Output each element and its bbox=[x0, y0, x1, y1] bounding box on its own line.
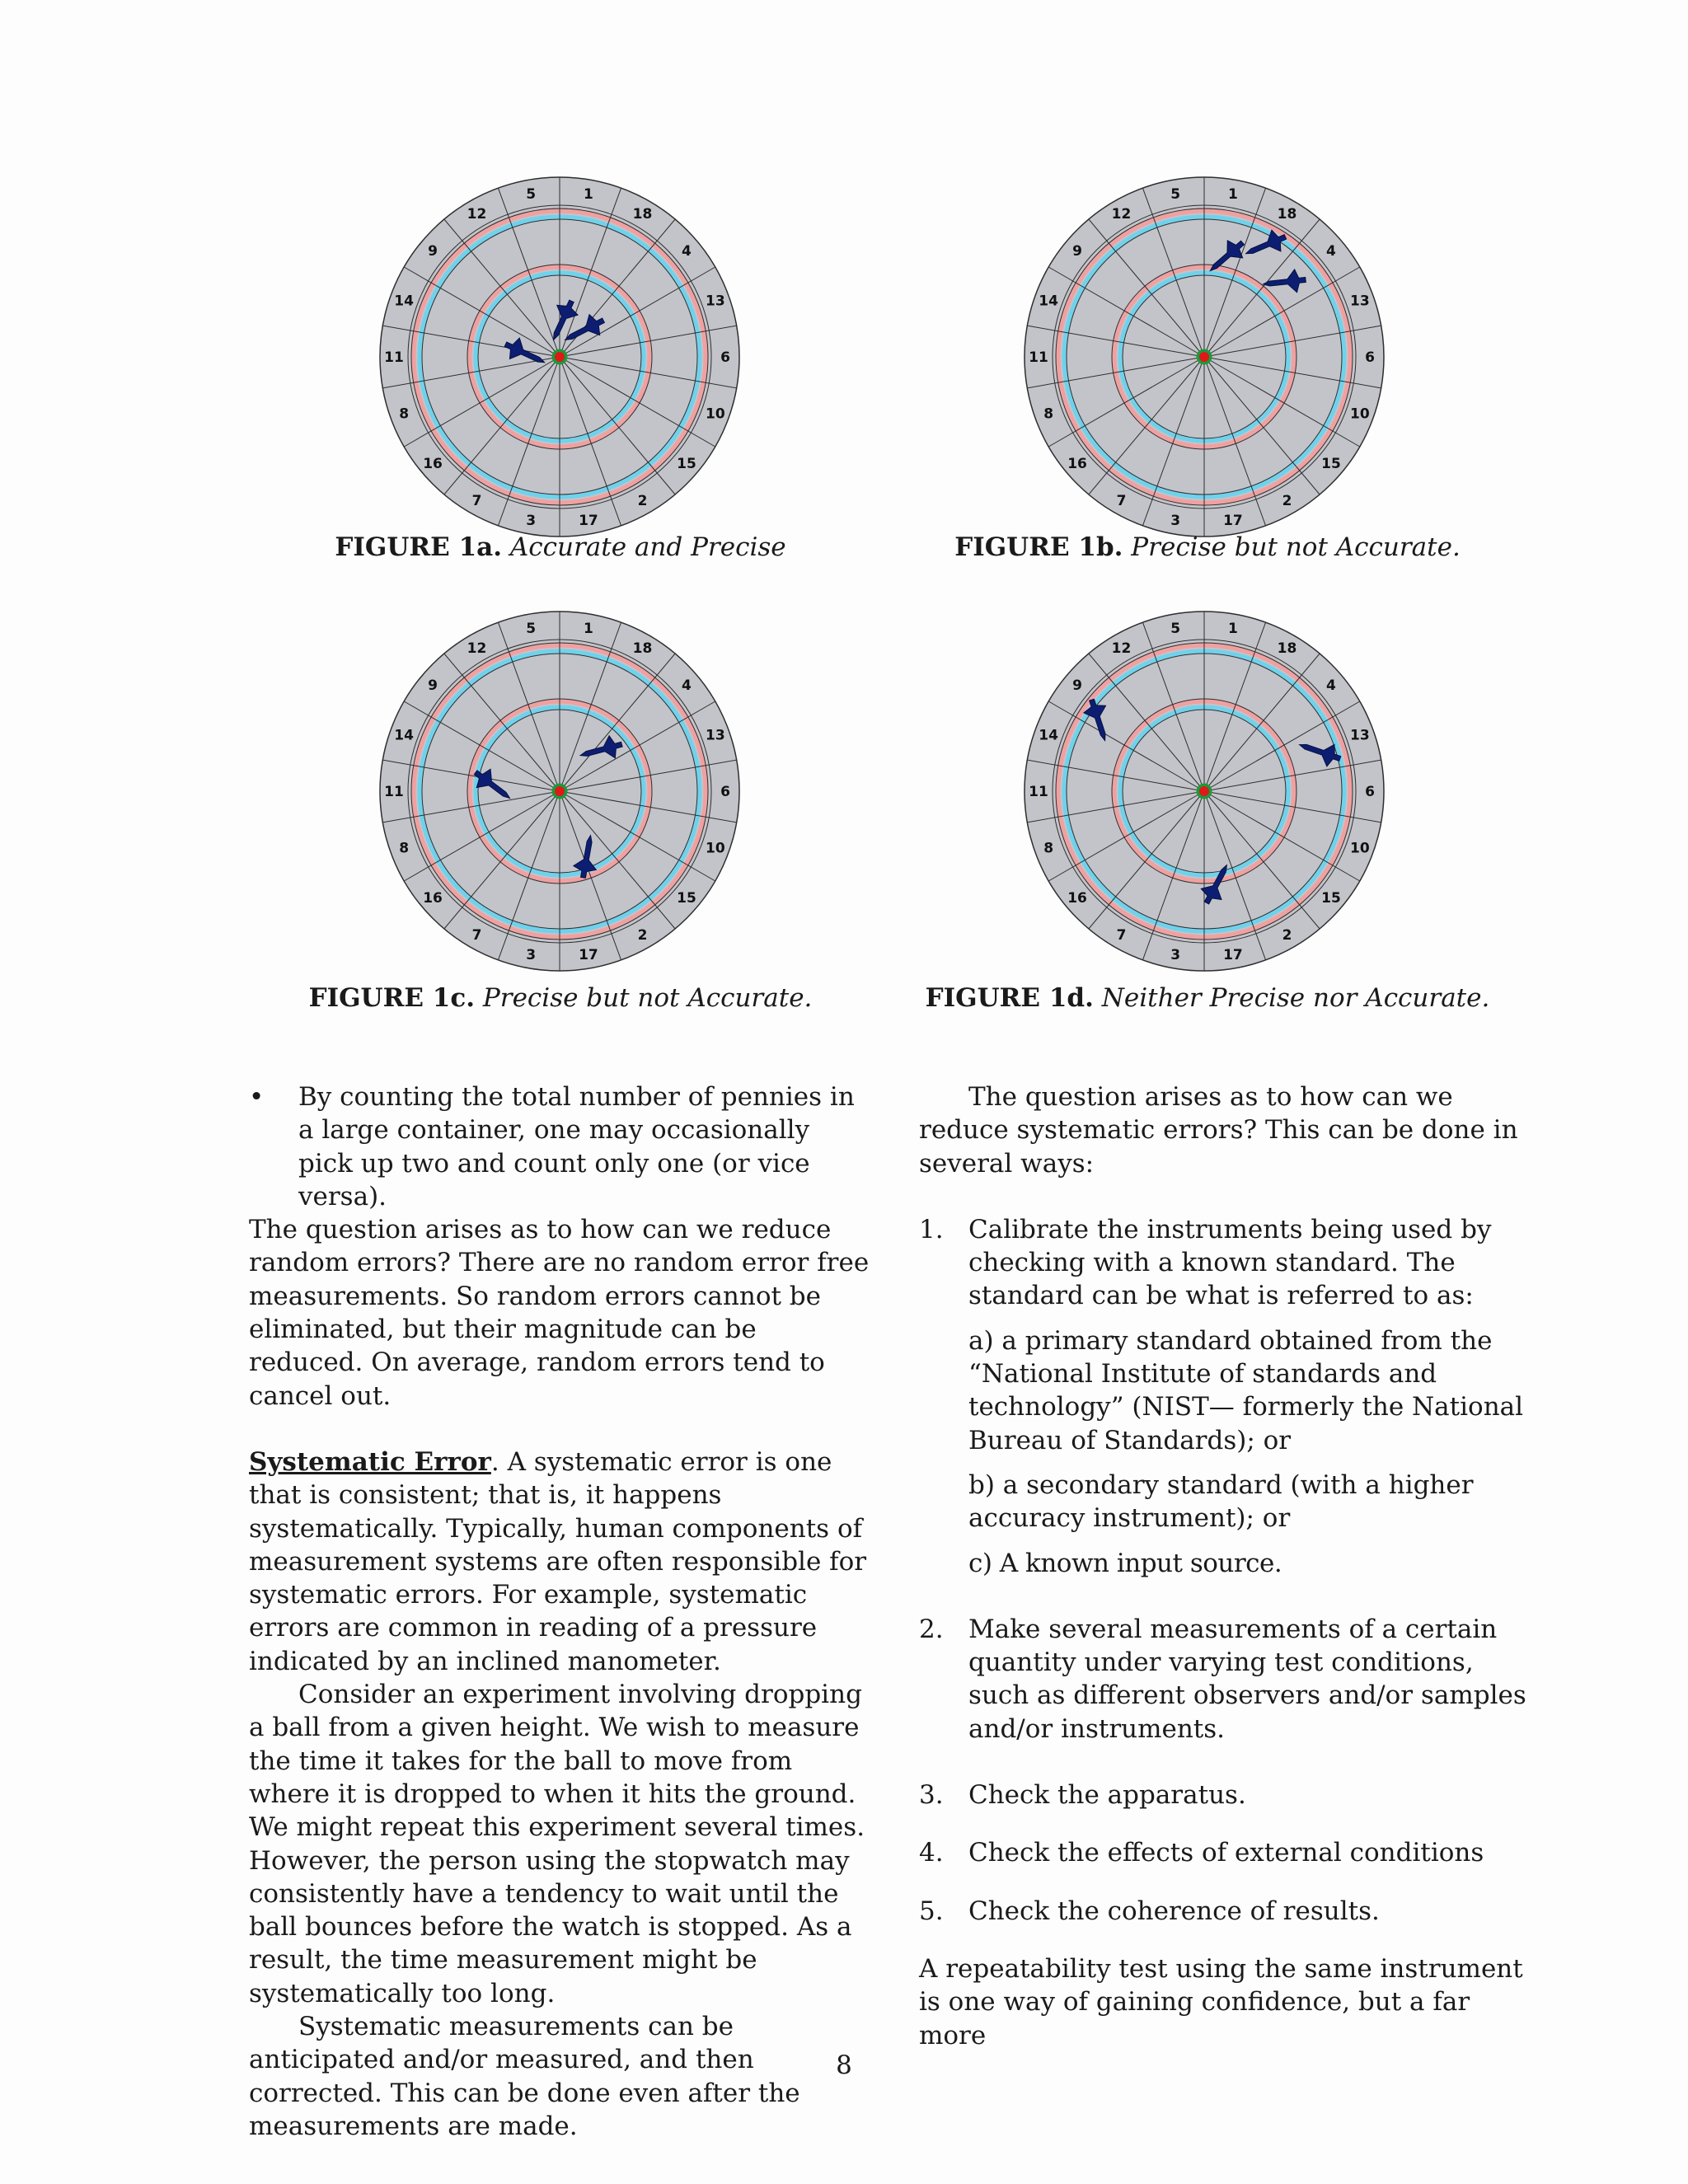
bullet-dot: • bbox=[249, 1082, 265, 1112]
board-number: 9 bbox=[428, 242, 438, 260]
figure-1c-caption: FIGURE 1c. Precise but not Accurate. bbox=[308, 983, 813, 1013]
systematic-error-heading: Systematic Error bbox=[249, 1446, 491, 1477]
board-number: 4 bbox=[682, 677, 692, 694]
board-number: 4 bbox=[1326, 242, 1336, 260]
board-number: 13 bbox=[1350, 727, 1370, 744]
board-number: 17 bbox=[1223, 512, 1243, 529]
board-number: 11 bbox=[384, 784, 404, 800]
board-number: 16 bbox=[1067, 456, 1087, 473]
board-number: 8 bbox=[1043, 840, 1054, 857]
board-number: 1 bbox=[583, 186, 593, 204]
board-number: 17 bbox=[579, 512, 598, 529]
list-item-text: Check the apparatus. bbox=[968, 1780, 1246, 1811]
list-number: 2. bbox=[919, 1614, 944, 1644]
board-number: 17 bbox=[579, 946, 598, 963]
board-number: 7 bbox=[471, 493, 482, 510]
board-number: 6 bbox=[1365, 349, 1375, 366]
dartboard-figure-1c bbox=[377, 609, 742, 973]
board-number: 6 bbox=[1365, 784, 1375, 800]
sub-item-a: a) a primary standard obtained from the “National Institute of standards and technology” (NIST— formerly the National Bureau of Standards); or bbox=[968, 1325, 1524, 1455]
board-number: 1 bbox=[583, 621, 593, 638]
board-number: 5 bbox=[526, 186, 537, 204]
board-number: 18 bbox=[632, 640, 653, 657]
board-number: 18 bbox=[1277, 640, 1297, 657]
board-number: 6 bbox=[720, 784, 730, 800]
list-item-text: Make several measurements of a certain quantity under varying test conditions, such as different observers and/or samples and/or instruments. bbox=[968, 1614, 1526, 1744]
board-number: 6 bbox=[720, 349, 730, 366]
board-number: 8 bbox=[399, 405, 410, 423]
board-number: 5 bbox=[1170, 186, 1181, 204]
board-number: 14 bbox=[394, 293, 414, 310]
board-number: 4 bbox=[1326, 677, 1336, 694]
board-number: 10 bbox=[706, 840, 725, 857]
dartboard-figure-1a bbox=[377, 175, 742, 539]
board-number: 18 bbox=[1277, 205, 1297, 223]
random-errors-paragraph: The question arises as to how can we reduce random errors? There are no random error free measurements. So random errors cannot be eliminated, but their magnitude can be reduced. On average, random errors tend to cancel out. bbox=[249, 1215, 870, 1411]
list-item-text: Check the effects of external conditions bbox=[968, 1838, 1484, 1868]
list-item-text: Calibrate the instruments being used by checking with a known standard. The standard can be what is referred to as: bbox=[968, 1214, 1492, 1311]
dartboard-figure-1b bbox=[1022, 175, 1386, 539]
list-item bbox=[919, 1895, 1537, 1928]
board-number: 9 bbox=[1072, 677, 1082, 694]
board-number: 3 bbox=[1170, 512, 1181, 529]
board-number: 15 bbox=[1321, 890, 1341, 907]
board-number: 15 bbox=[1321, 456, 1341, 473]
board-number: 10 bbox=[1350, 840, 1370, 857]
figure-1a-caption: FIGURE 1a. Accurate and Precise bbox=[335, 532, 786, 562]
board-number: 7 bbox=[1116, 493, 1127, 510]
board-number: 9 bbox=[1072, 242, 1082, 260]
board-number: 12 bbox=[467, 205, 487, 223]
board-number: 15 bbox=[677, 456, 696, 473]
bullseye bbox=[555, 352, 565, 362]
board-number: 15 bbox=[677, 890, 696, 907]
board-number: 5 bbox=[1170, 621, 1181, 638]
board-number: 2 bbox=[637, 927, 648, 944]
board-number: 2 bbox=[1282, 927, 1292, 944]
closing-paragraph: A repeatability test using the same instrument is one way of gaining confidence, but a far more bbox=[919, 1953, 1523, 2050]
board-number: 4 bbox=[682, 242, 692, 260]
board-number: 3 bbox=[526, 512, 537, 529]
board-number: 12 bbox=[1111, 640, 1132, 657]
board-number: 7 bbox=[471, 927, 482, 944]
sub-item-b: b) a secondary standard (with a higher accuracy instrument); or bbox=[968, 1469, 1474, 1534]
right-column bbox=[919, 1080, 1537, 2052]
list-number: 3. bbox=[919, 1780, 944, 1811]
bullet-item bbox=[249, 1080, 871, 1213]
sub-item-c: c) A known input source. bbox=[968, 1548, 1282, 1578]
systematic-error-paragraph bbox=[249, 1446, 871, 1678]
board-number: 12 bbox=[1111, 205, 1132, 223]
board-number: 2 bbox=[1282, 493, 1292, 510]
board-number: 14 bbox=[394, 727, 414, 744]
board-number: 8 bbox=[1043, 405, 1054, 423]
board-number: 3 bbox=[526, 946, 537, 963]
dartboard-figure-1d bbox=[1022, 609, 1386, 973]
left-column bbox=[249, 1080, 871, 2143]
board-number: 10 bbox=[1350, 405, 1370, 423]
right-intro-paragraph: The question arises as to how can we reduce systematic errors? This can be done in several ways: bbox=[919, 1082, 1518, 1179]
board-number: 14 bbox=[1039, 727, 1058, 744]
experiment-paragraph: Consider an experiment involving dropping a ball from a given height. We wish to measure the time it takes for the ball to move from where it is dropped to when it hits the ground. We might repeat this experiment several times. However, the person using the stopwatch may consistently have a tendency to wait until the ball bounces before the watch is stopped. As a result, the time measurement might be systematically too long. bbox=[249, 1680, 865, 2008]
bullseye bbox=[1199, 352, 1209, 362]
board-number: 11 bbox=[1029, 784, 1048, 800]
board-number: 16 bbox=[1067, 890, 1087, 907]
figure-1b-caption: FIGURE 1b. Precise but not Accurate. bbox=[954, 532, 1461, 562]
board-number: 8 bbox=[399, 840, 410, 857]
list-number: 5. bbox=[919, 1896, 944, 1926]
bullseye bbox=[1199, 786, 1209, 796]
board-number: 14 bbox=[1039, 293, 1058, 310]
board-number: 16 bbox=[423, 456, 443, 473]
board-number: 5 bbox=[526, 621, 537, 638]
board-number: 1 bbox=[1227, 186, 1238, 204]
board-number: 13 bbox=[1350, 293, 1370, 310]
list-item bbox=[919, 1836, 1537, 1869]
board-number: 11 bbox=[1029, 349, 1048, 366]
board-number: 13 bbox=[706, 293, 725, 310]
list-item bbox=[919, 1213, 1537, 1580]
board-number: 17 bbox=[1223, 946, 1243, 963]
board-number: 11 bbox=[384, 349, 404, 366]
board-number: 9 bbox=[428, 677, 438, 694]
list-item bbox=[919, 1613, 1537, 1746]
list-number: 1. bbox=[919, 1214, 944, 1244]
list-item bbox=[919, 1779, 1537, 1811]
page-number: 8 bbox=[836, 2050, 852, 2080]
board-number: 2 bbox=[637, 493, 648, 510]
anticipated-paragraph: Systematic measurements can be anticipated and/or measured, and then corrected. This can be done even after the measurements are made. bbox=[249, 2012, 800, 2141]
figure-1d-caption: FIGURE 1d. Neither Precise nor Accurate. bbox=[925, 983, 1490, 1013]
board-number: 10 bbox=[706, 405, 725, 423]
board-number: 13 bbox=[706, 727, 725, 744]
board-number: 12 bbox=[467, 640, 487, 657]
board-number: 7 bbox=[1116, 927, 1127, 944]
board-number: 18 bbox=[632, 205, 653, 223]
systematic-error-text: . A systematic error is one that is consistent; that is, it happens systematically. Typically, human components of measurement systems are often responsible for systematic errors. For example, systematic errors are common in reading of a pressure indicated by an inclined manometer. bbox=[249, 1446, 867, 1676]
bullseye bbox=[555, 786, 565, 796]
list-item-text: Check the coherence of results. bbox=[968, 1896, 1380, 1926]
board-number: 3 bbox=[1170, 946, 1181, 963]
board-number: 1 bbox=[1227, 621, 1238, 638]
board-number: 16 bbox=[423, 890, 443, 907]
bullet-text: By counting the total number of pennies in a large container, one may occasionally pick up two and count only one (or vice versa). bbox=[298, 1082, 855, 1212]
list-number: 4. bbox=[919, 1838, 944, 1868]
